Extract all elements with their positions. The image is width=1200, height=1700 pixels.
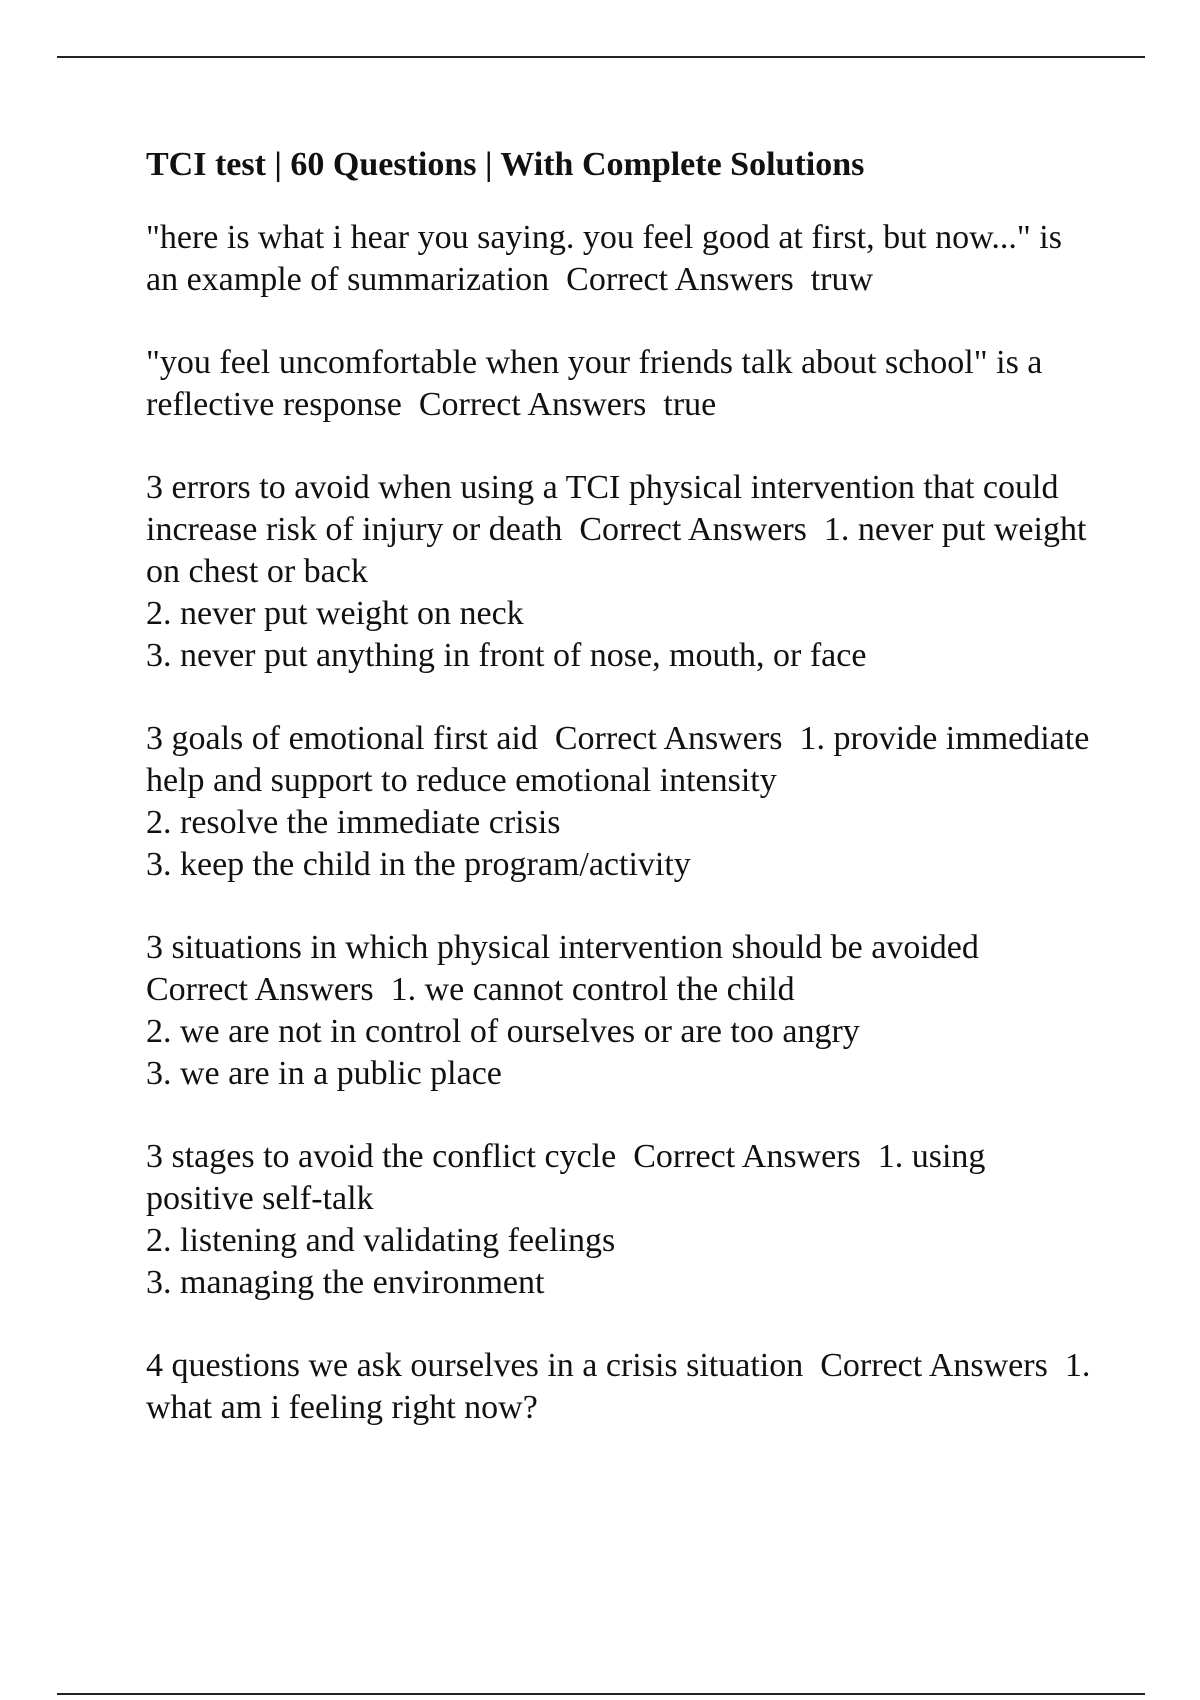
answer-text: truw (810, 261, 874, 298)
qa-item (146, 342, 1091, 426)
qa-item (146, 467, 1095, 677)
qa-item (146, 1136, 1091, 1304)
answer-label: Correct Answers (579, 511, 807, 548)
answer-line: 2. never put weight on neck (146, 595, 524, 632)
answer-line: 2. listening and validating feelings (146, 1222, 616, 1259)
answer-line: 3. we are in a public place (146, 1055, 502, 1092)
question-text: "you feel uncomfortable when your friends talk about school" is a reflective response (146, 344, 1051, 423)
answer-line: 3. keep the child in the program/activity (146, 846, 691, 883)
answer-line: 2. we are not in control of ourselves or are too angry (146, 1013, 860, 1050)
question-text: 3 goals of emotional first aid (146, 720, 538, 757)
question-text: 3 stages to avoid the conflict cycle (146, 1138, 617, 1175)
question-text: 3 situations in which physical intervention should be avoided (146, 929, 979, 966)
answer-text: 1. provide immediate help and support to reduce emotional intensity (146, 720, 1098, 799)
answer-text: 1. what am i feeling right now? (146, 1347, 1099, 1426)
header-rule (57, 56, 1145, 58)
answer-label: Correct Answers (146, 971, 374, 1008)
answer-label: Correct Answers (633, 1138, 861, 1175)
footer-rule (57, 1693, 1145, 1695)
qa-item (146, 217, 1091, 301)
qa-item (146, 927, 1091, 1095)
answer-text: true (663, 386, 717, 423)
answer-label: Correct Answers (554, 720, 783, 757)
answer-text: 1. using positive self-talk (146, 1138, 994, 1217)
qa-item (146, 718, 1098, 886)
answer-text: 1. never put weight on chest or back (146, 511, 1095, 590)
document-title: TCI test | 60 Questions | With Complete Solutions (146, 146, 865, 183)
answer-label: Correct Answers (418, 386, 647, 423)
answer-line: 3. managing the environment (146, 1264, 545, 1301)
document-body (146, 140, 1099, 1470)
question-text: "here is what i hear you saying. you feel good at first, but now..." is an example of summarization (146, 219, 1071, 298)
answer-line: 3. never put anything in front of nose, mouth, or face (146, 637, 867, 674)
answer-label: Correct Answers (820, 1347, 1048, 1384)
question-text: 3 errors to avoid when using a TCI physical intervention that could increase risk of injury or death (146, 469, 1067, 548)
answer-line: 2. resolve the immediate crisis (146, 804, 561, 841)
answer-text: 1. we cannot control the child (390, 971, 795, 1008)
question-text: 4 questions we ask ourselves in a crisis situation (146, 1347, 804, 1384)
answer-label: Correct Answers (566, 261, 794, 298)
qa-item (146, 1345, 1099, 1429)
